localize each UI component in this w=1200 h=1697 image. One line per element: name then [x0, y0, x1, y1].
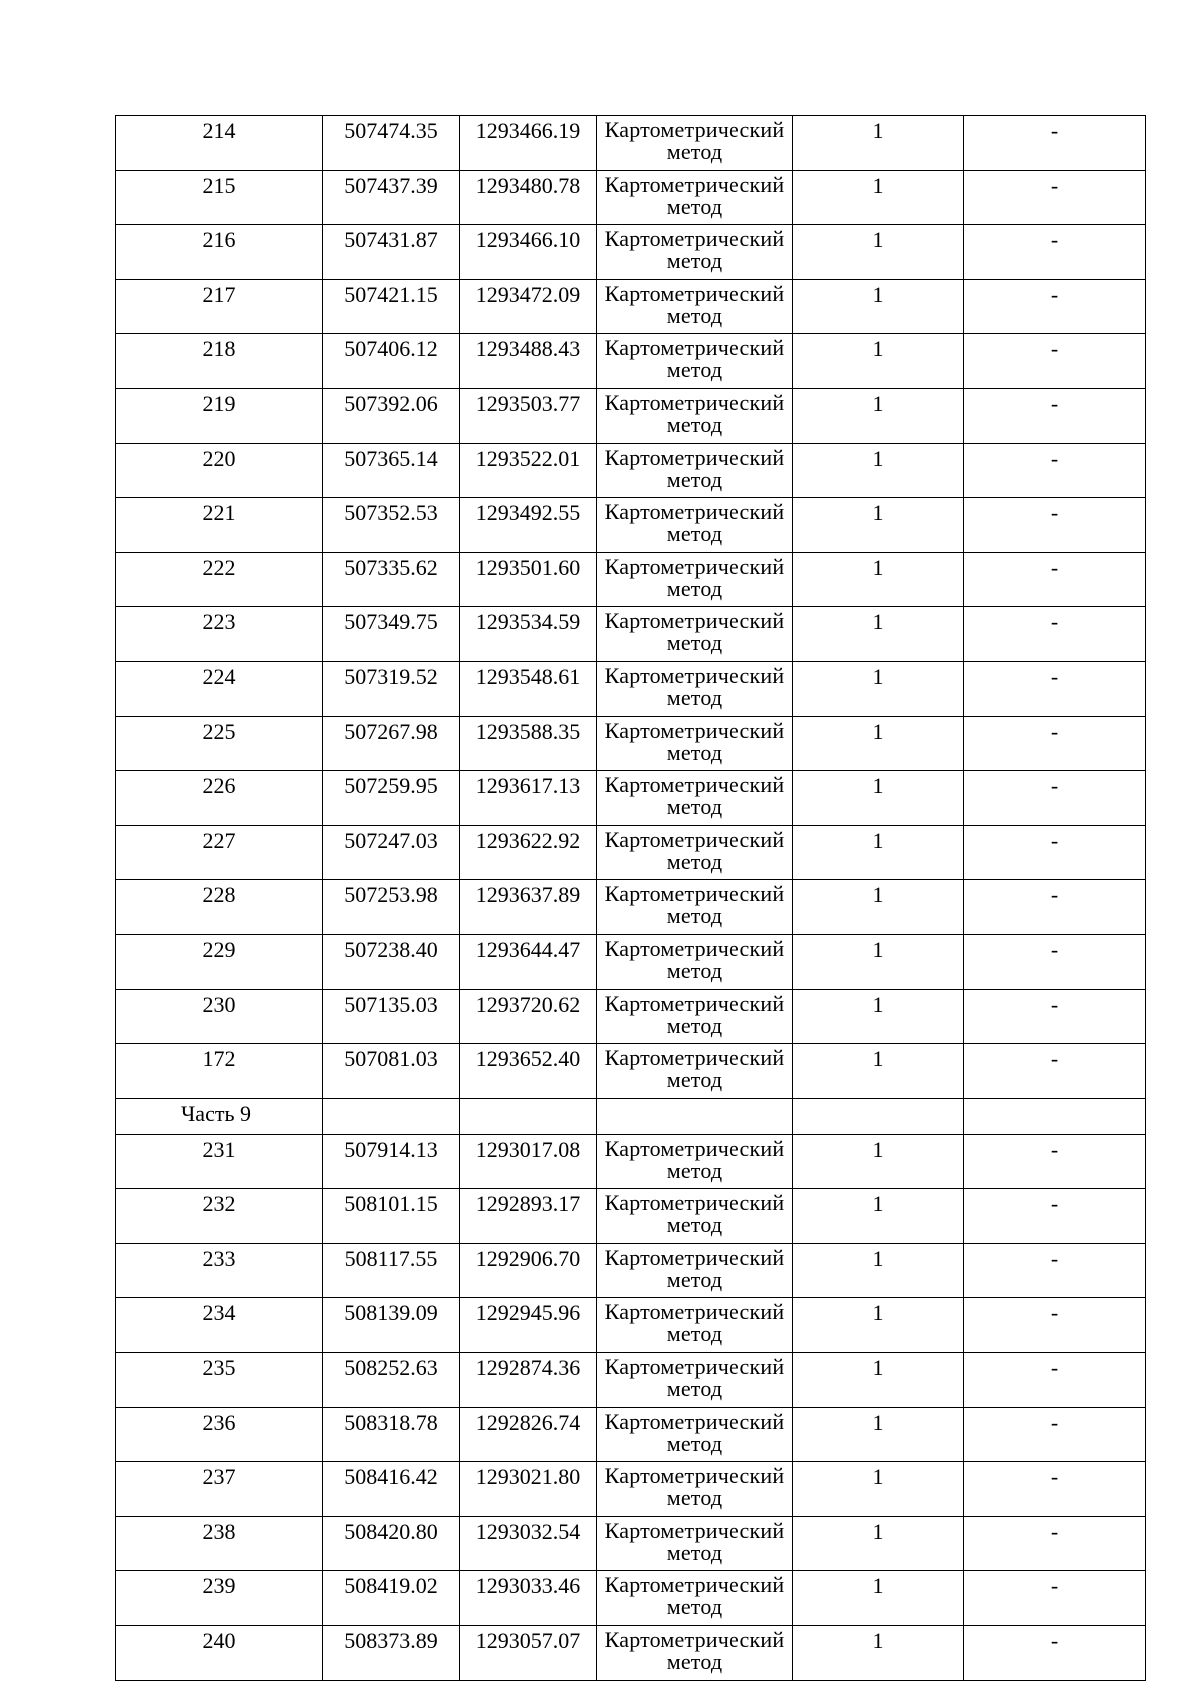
x-coordinate-cell: 507335.62	[323, 552, 460, 607]
method-line-2: метод	[666, 1321, 723, 1347]
description-cell: -	[964, 1626, 1146, 1681]
method-cell	[597, 1134, 793, 1189]
precision-cell: 1	[793, 1298, 964, 1353]
y-coordinate-cell: 1293017.08	[460, 1134, 597, 1189]
x-coordinate-cell: 507421.15	[323, 279, 460, 334]
y-coordinate-cell: 1293033.46	[460, 1571, 597, 1626]
table-row	[116, 1189, 1146, 1244]
section-header-row	[116, 1098, 1146, 1134]
method-cell	[597, 1243, 793, 1298]
x-coordinate-cell: 507352.53	[323, 498, 460, 553]
description-cell: -	[964, 225, 1146, 280]
y-coordinate-cell: 1293021.80	[460, 1462, 597, 1517]
method-line-2: метод	[666, 575, 723, 601]
table-row	[116, 279, 1146, 334]
y-coordinate-cell: 1293637.89	[460, 880, 597, 935]
description-cell: -	[964, 607, 1146, 662]
method-cell	[597, 443, 793, 498]
table-row	[116, 1134, 1146, 1189]
method-line-2: метод	[666, 357, 723, 383]
method-line-1: Картометрический	[604, 990, 785, 1016]
x-coordinate-cell: 507259.95	[323, 771, 460, 826]
method-cell	[597, 825, 793, 880]
method-cell	[597, 661, 793, 716]
description-cell: -	[964, 388, 1146, 443]
point-number-cell: 237	[116, 1462, 323, 1517]
point-number-cell: 217	[116, 279, 323, 334]
method-line-1: Картометрический	[604, 1408, 785, 1434]
method-line-2: метод	[666, 1157, 723, 1183]
method-line-1: Картометрический	[604, 1135, 785, 1161]
method-line-1: Картометрический	[604, 662, 785, 688]
precision-cell: 1	[793, 1044, 964, 1099]
method-line-1: Картометрический	[604, 826, 785, 852]
method-line-2: метод	[666, 903, 723, 929]
precision-cell: 1	[793, 1516, 964, 1571]
method-cell	[597, 1626, 793, 1681]
method-line-1: Картометрический	[604, 935, 785, 961]
point-number-cell: 219	[116, 388, 323, 443]
method-line-2: метод	[666, 1212, 723, 1238]
table-row	[116, 934, 1146, 989]
method-cell	[597, 1462, 793, 1517]
method-line-1: Картометрический	[604, 881, 785, 907]
point-number-cell: 172	[116, 1044, 323, 1099]
method-line-2: метод	[666, 684, 723, 710]
precision-cell: 1	[793, 170, 964, 225]
x-coordinate-cell: 507253.98	[323, 880, 460, 935]
y-coordinate-cell: 1292893.17	[460, 1189, 597, 1244]
method-line-1: Картометрический	[604, 226, 785, 252]
y-coordinate-cell: 1293466.19	[460, 116, 597, 171]
point-number-cell: 226	[116, 771, 323, 826]
description-cell: -	[964, 279, 1146, 334]
description-cell: -	[964, 1298, 1146, 1353]
method-cell	[597, 934, 793, 989]
description-cell: -	[964, 1353, 1146, 1408]
precision-cell: 1	[793, 279, 964, 334]
method-line-1: Картометрический	[604, 1190, 785, 1216]
point-number-cell: 230	[116, 989, 323, 1044]
method-line-1: Картометрический	[604, 1572, 785, 1598]
precision-cell: 1	[793, 934, 964, 989]
precision-cell: 1	[793, 1353, 964, 1408]
point-number-cell: 224	[116, 661, 323, 716]
point-number-cell: 228	[116, 880, 323, 935]
point-number-cell: 222	[116, 552, 323, 607]
method-line-2: метод	[666, 1594, 723, 1620]
precision-cell: 1	[793, 552, 964, 607]
y-coordinate-cell: 1292945.96	[460, 1298, 597, 1353]
point-number-cell: 214	[116, 116, 323, 171]
table-row	[116, 716, 1146, 771]
method-line-1: Картометрический	[604, 444, 785, 470]
method-line-2: метод	[666, 1067, 723, 1093]
coordinates-table	[115, 115, 1146, 1681]
empty-cell	[323, 1098, 460, 1134]
method-cell	[597, 498, 793, 553]
y-coordinate-cell: 1293492.55	[460, 498, 597, 553]
method-cell	[597, 1044, 793, 1099]
x-coordinate-cell: 508117.55	[323, 1243, 460, 1298]
method-line-1: Картометрический	[604, 1354, 785, 1380]
point-number-cell: 233	[116, 1243, 323, 1298]
method-line-1: Картометрический	[604, 117, 785, 142]
table-row	[116, 225, 1146, 280]
x-coordinate-cell: 507135.03	[323, 989, 460, 1044]
method-cell	[597, 607, 793, 662]
x-coordinate-cell: 507437.39	[323, 170, 460, 225]
y-coordinate-cell: 1293652.40	[460, 1044, 597, 1099]
precision-cell: 1	[793, 1189, 964, 1244]
y-coordinate-cell: 1292874.36	[460, 1353, 597, 1408]
point-number-cell: 225	[116, 716, 323, 771]
method-line-2: метод	[666, 1649, 723, 1675]
method-line-1: Картометрический	[604, 1463, 785, 1489]
method-line-1: Картометрический	[604, 553, 785, 579]
point-number-cell: 238	[116, 1516, 323, 1571]
point-number-cell: 229	[116, 934, 323, 989]
x-coordinate-cell: 508252.63	[323, 1353, 460, 1408]
x-coordinate-cell: 508318.78	[323, 1407, 460, 1462]
table-row	[116, 498, 1146, 553]
y-coordinate-cell: 1293588.35	[460, 716, 597, 771]
method-line-2: метод	[666, 1430, 723, 1456]
method-line-2: метод	[666, 630, 723, 656]
precision-cell: 1	[793, 989, 964, 1044]
description-cell: -	[964, 1044, 1146, 1099]
x-coordinate-cell: 507914.13	[323, 1134, 460, 1189]
method-line-2: метод	[666, 193, 723, 219]
description-cell: -	[964, 716, 1146, 771]
precision-cell: 1	[793, 1243, 964, 1298]
precision-cell: 1	[793, 1571, 964, 1626]
section-label-cell: Часть 9	[116, 1098, 323, 1134]
y-coordinate-cell: 1292826.74	[460, 1407, 597, 1462]
x-coordinate-cell: 507474.35	[323, 116, 460, 171]
method-cell	[597, 1189, 793, 1244]
point-number-cell: 223	[116, 607, 323, 662]
point-number-cell: 231	[116, 1134, 323, 1189]
y-coordinate-cell: 1293032.54	[460, 1516, 597, 1571]
point-number-cell: 216	[116, 225, 323, 280]
x-coordinate-cell: 507406.12	[323, 334, 460, 389]
method-line-1: Картометрический	[604, 717, 785, 743]
precision-cell: 1	[793, 716, 964, 771]
method-line-2: метод	[666, 521, 723, 547]
precision-cell: 1	[793, 661, 964, 716]
method-cell	[597, 225, 793, 280]
method-line-2: метод	[666, 302, 723, 328]
y-coordinate-cell: 1293057.07	[460, 1626, 597, 1681]
point-number-cell: 240	[116, 1626, 323, 1681]
table-row	[116, 1571, 1146, 1626]
precision-cell: 1	[793, 498, 964, 553]
method-line-1: Картометрический	[604, 1627, 785, 1653]
point-number-cell: 236	[116, 1407, 323, 1462]
precision-cell: 1	[793, 334, 964, 389]
table-row	[116, 443, 1146, 498]
empty-cell	[597, 1098, 793, 1134]
method-line-2: метод	[666, 466, 723, 492]
precision-cell: 1	[793, 225, 964, 280]
x-coordinate-cell: 507247.03	[323, 825, 460, 880]
empty-cell	[964, 1098, 1146, 1134]
table-row	[116, 989, 1146, 1044]
point-number-cell: 239	[116, 1571, 323, 1626]
method-cell	[597, 170, 793, 225]
table-row	[116, 388, 1146, 443]
description-cell: -	[964, 116, 1146, 171]
x-coordinate-cell: 507349.75	[323, 607, 460, 662]
method-line-1: Картометрический	[604, 335, 785, 361]
y-coordinate-cell: 1293501.60	[460, 552, 597, 607]
method-line-1: Картометрический	[604, 171, 785, 197]
point-number-cell: 227	[116, 825, 323, 880]
method-line-2: метод	[666, 248, 723, 274]
description-cell: -	[964, 1243, 1146, 1298]
description-cell: -	[964, 934, 1146, 989]
method-line-1: Картометрический	[604, 772, 785, 798]
description-cell: -	[964, 498, 1146, 553]
table-row	[116, 825, 1146, 880]
y-coordinate-cell: 1293466.10	[460, 225, 597, 280]
y-coordinate-cell: 1293622.92	[460, 825, 597, 880]
coordinates-table-body	[116, 116, 1146, 1681]
method-line-2: метод	[666, 848, 723, 874]
table-row	[116, 607, 1146, 662]
table-row	[116, 1243, 1146, 1298]
method-cell	[597, 989, 793, 1044]
point-number-cell: 235	[116, 1353, 323, 1408]
method-line-1: Картометрический	[604, 1517, 785, 1543]
table-row	[116, 1626, 1146, 1681]
description-cell: -	[964, 1571, 1146, 1626]
table-row	[116, 1044, 1146, 1099]
method-line-2: метод	[666, 411, 723, 437]
method-cell	[597, 1516, 793, 1571]
y-coordinate-cell: 1293644.47	[460, 934, 597, 989]
x-coordinate-cell: 507238.40	[323, 934, 460, 989]
table-row	[116, 661, 1146, 716]
method-cell	[597, 388, 793, 443]
method-cell	[597, 279, 793, 334]
x-coordinate-cell: 508419.02	[323, 1571, 460, 1626]
method-line-2: метод	[666, 139, 723, 164]
precision-cell: 1	[793, 1626, 964, 1681]
x-coordinate-cell: 508416.42	[323, 1462, 460, 1517]
x-coordinate-cell: 507365.14	[323, 443, 460, 498]
method-line-1: Картометрический	[604, 1299, 785, 1325]
method-line-1: Картометрический	[604, 499, 785, 525]
description-cell: -	[964, 443, 1146, 498]
y-coordinate-cell: 1292906.70	[460, 1243, 597, 1298]
x-coordinate-cell: 508373.89	[323, 1626, 460, 1681]
method-line-2: метод	[666, 957, 723, 983]
method-cell	[597, 880, 793, 935]
x-coordinate-cell: 507392.06	[323, 388, 460, 443]
table-row	[116, 334, 1146, 389]
method-cell	[597, 1407, 793, 1462]
method-cell	[597, 1298, 793, 1353]
description-cell: -	[964, 661, 1146, 716]
x-coordinate-cell: 507081.03	[323, 1044, 460, 1099]
x-coordinate-cell: 508420.80	[323, 1516, 460, 1571]
description-cell: -	[964, 1134, 1146, 1189]
method-cell	[597, 771, 793, 826]
description-cell: -	[964, 1516, 1146, 1571]
table-row	[116, 1353, 1146, 1408]
table-row	[116, 116, 1146, 171]
method-cell	[597, 716, 793, 771]
empty-cell	[793, 1098, 964, 1134]
precision-cell: 1	[793, 825, 964, 880]
precision-cell: 1	[793, 116, 964, 171]
method-line-2: метод	[666, 1012, 723, 1038]
method-line-2: метод	[666, 1376, 723, 1402]
precision-cell: 1	[793, 771, 964, 826]
method-line-1: Картометрический	[604, 389, 785, 415]
description-cell: -	[964, 170, 1146, 225]
y-coordinate-cell: 1293534.59	[460, 607, 597, 662]
y-coordinate-cell: 1293480.78	[460, 170, 597, 225]
x-coordinate-cell: 508101.15	[323, 1189, 460, 1244]
point-number-cell: 221	[116, 498, 323, 553]
description-cell: -	[964, 825, 1146, 880]
y-coordinate-cell: 1293488.43	[460, 334, 597, 389]
description-cell: -	[964, 1189, 1146, 1244]
precision-cell: 1	[793, 880, 964, 935]
description-cell: -	[964, 771, 1146, 826]
method-cell	[597, 116, 793, 171]
y-coordinate-cell: 1293522.01	[460, 443, 597, 498]
point-number-cell: 215	[116, 170, 323, 225]
method-line-2: метод	[666, 739, 723, 765]
point-number-cell: 218	[116, 334, 323, 389]
method-line-2: метод	[666, 1539, 723, 1565]
method-line-1: Картометрический	[604, 1244, 785, 1270]
table-row	[116, 1407, 1146, 1462]
y-coordinate-cell: 1293720.62	[460, 989, 597, 1044]
x-coordinate-cell: 507319.52	[323, 661, 460, 716]
table-row	[116, 1298, 1146, 1353]
empty-cell	[460, 1098, 597, 1134]
y-coordinate-cell: 1293503.77	[460, 388, 597, 443]
table-row	[116, 1516, 1146, 1571]
method-line-1: Картометрический	[604, 280, 785, 306]
table-row	[116, 552, 1146, 607]
point-number-cell: 220	[116, 443, 323, 498]
y-coordinate-cell: 1293548.61	[460, 661, 597, 716]
method-line-1: Картометрический	[604, 608, 785, 634]
precision-cell: 1	[793, 1462, 964, 1517]
method-line-1: Картометрический	[604, 1045, 785, 1071]
precision-cell: 1	[793, 388, 964, 443]
table-row	[116, 170, 1146, 225]
method-line-2: метод	[666, 794, 723, 820]
method-line-2: метод	[666, 1266, 723, 1292]
description-cell: -	[964, 989, 1146, 1044]
method-cell	[597, 1571, 793, 1626]
x-coordinate-cell: 507431.87	[323, 225, 460, 280]
x-coordinate-cell: 507267.98	[323, 716, 460, 771]
y-coordinate-cell: 1293617.13	[460, 771, 597, 826]
method-line-2: метод	[666, 1485, 723, 1511]
precision-cell: 1	[793, 607, 964, 662]
method-cell	[597, 552, 793, 607]
description-cell: -	[964, 1462, 1146, 1517]
point-number-cell: 232	[116, 1189, 323, 1244]
description-cell: -	[964, 334, 1146, 389]
x-coordinate-cell: 508139.09	[323, 1298, 460, 1353]
precision-cell: 1	[793, 1407, 964, 1462]
table-row	[116, 1462, 1146, 1517]
description-cell: -	[964, 552, 1146, 607]
point-number-cell: 234	[116, 1298, 323, 1353]
table-row	[116, 880, 1146, 935]
description-cell: -	[964, 1407, 1146, 1462]
table-row	[116, 771, 1146, 826]
method-cell	[597, 334, 793, 389]
precision-cell: 1	[793, 1134, 964, 1189]
method-cell	[597, 1353, 793, 1408]
description-cell: -	[964, 880, 1146, 935]
y-coordinate-cell: 1293472.09	[460, 279, 597, 334]
precision-cell: 1	[793, 443, 964, 498]
